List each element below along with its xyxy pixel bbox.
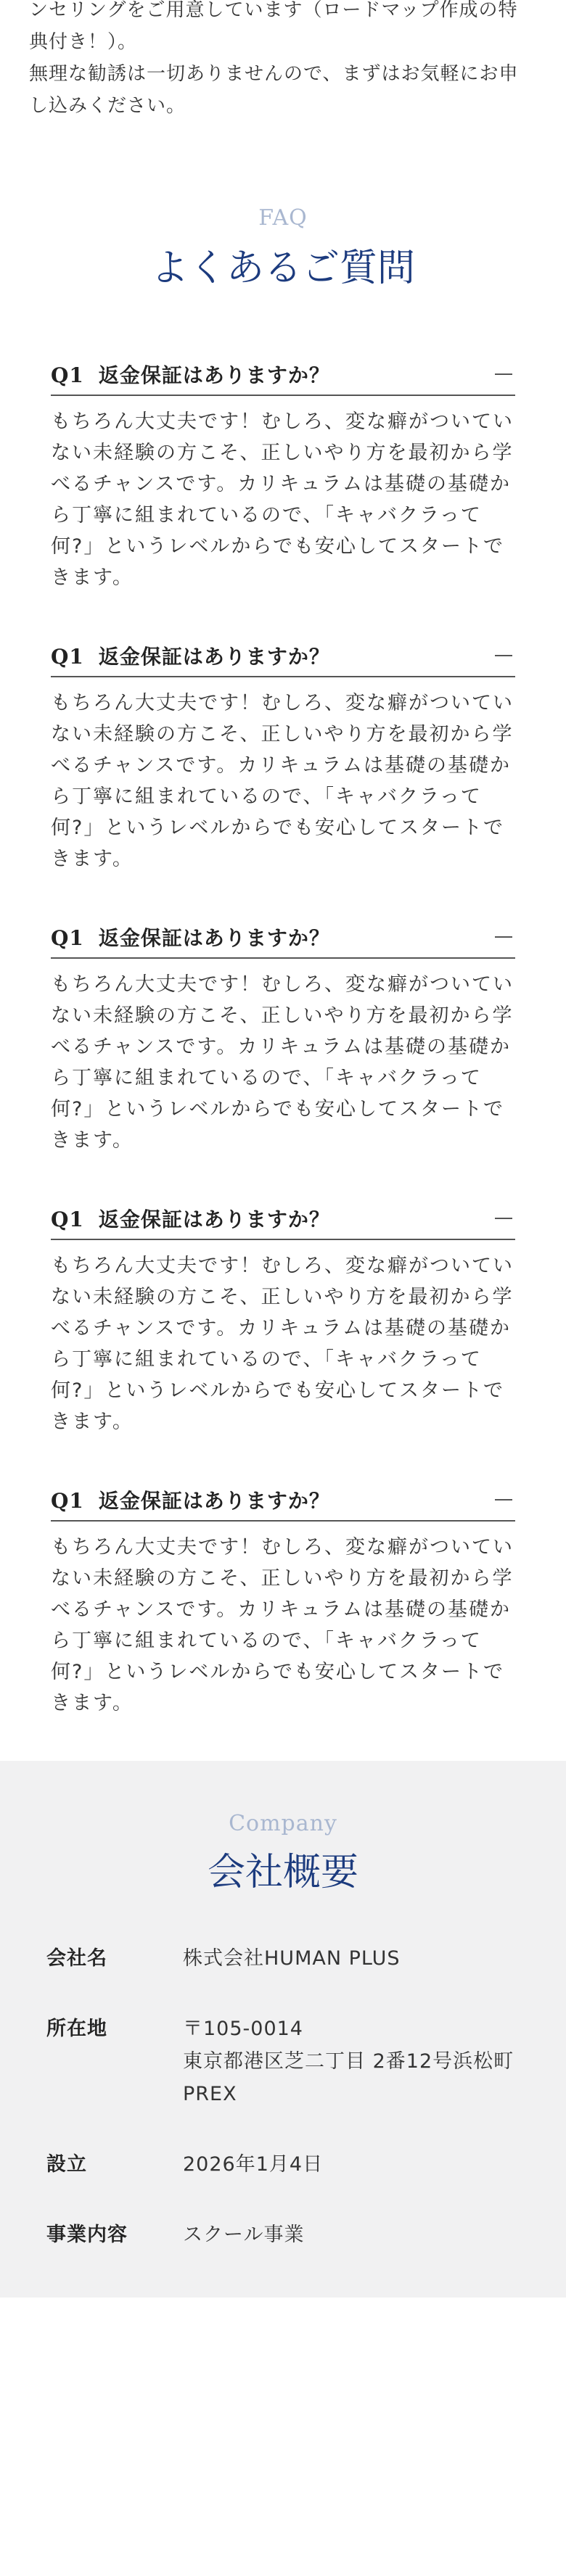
faq-question-toggle[interactable] [51,917,515,959]
faq-section [0,122,566,1719]
company-row-label: 設立 [46,2153,87,2176]
faq-item [51,354,515,593]
intro-text-2: 無理な勧誘は一切ありませんので、まずはお気軽にお申し込みください。 [29,63,519,117]
faq-answer: もちろん大丈夫です！むしろ、変な癖がついていない未経験の方こそ、正しいやり方を最初から学べるチャンスです。カリキュラムは基礎の基礎から丁寧に組まれているので、「キャバクラって何?」というレベルからでも安心してスタートできます。 [51,1536,514,1714]
minus-icon[interactable] [495,1218,512,1219]
faq-title: よくあるご質問 [150,247,415,290]
company-row-value [183,2148,537,2218]
faq-item [51,917,515,1156]
faq-item [51,1198,515,1437]
faq-question-toggle[interactable] [51,1198,515,1240]
faq-answer: もちろん大丈夫です！むしろ、変な癖がついていない未経験の方こそ、正しいやり方を最初から学べるチャンスです。カリキュラムは基礎の基礎から丁寧に組まれているので、「キャバクラって何?」というレベルからでも安心してスタートできます。 [51,1255,514,1433]
company-row-label: 会社名 [46,1947,107,1970]
intro-section [0,0,566,122]
faq-list [51,354,515,1719]
faq-question-number: Q1 [51,363,84,387]
company-row-value [183,2218,537,2251]
faq-question-text: 返金保証はありますか？ [98,1208,330,1231]
company-row-business [46,2218,537,2251]
company-value-line: スクール事業 [183,2224,305,2246]
company-row-value [183,2012,537,2148]
company-row-label: 事業内容 [46,2224,128,2246]
faq-question-text: 返金保証はありますか？ [98,363,330,387]
faq-question-number: Q1 [51,1208,84,1231]
faq-question [51,641,330,670]
minus-icon[interactable] [495,1499,512,1500]
faq-answer: もちろん大丈夫です！むしろ、変な癖がついていない未経験の方こそ、正しいやり方を最初から学べるチャンスです。カリキュラムは基礎の基礎から丁寧に組まれているので、「キャバクラって何?」というレベルからでも安心してスタートできます。 [51,410,514,589]
faq-question-text: 返金保証はありますか？ [98,926,330,950]
faq-question-number: Q1 [51,1489,84,1513]
company-value-line: 株式会社HUMAN PLUS [183,1947,401,1970]
minus-icon[interactable] [495,373,512,375]
company-title: 会社概要 [207,1851,358,1894]
faq-question-toggle[interactable] [51,1479,515,1522]
minus-icon[interactable] [495,655,512,656]
faq-question-text: 返金保証はありますか？ [98,645,330,669]
faq-question [51,1204,330,1233]
company-row-name [46,1942,537,2012]
company-value-line: 〒105-0014 [183,2018,303,2040]
company-info-table [46,1942,537,2251]
faq-question-toggle[interactable] [51,354,515,396]
faq-item [51,1479,515,1719]
faq-answer: もちろん大丈夫です！むしろ、変な癖がついていない未経験の方こそ、正しいやり方を最初から学べるチャンスです。カリキュラムは基礎の基礎から丁寧に組まれているので、「キャバクラって何?」というレベルからでも安心してスタートできます。 [51,692,514,870]
faq-question [51,1485,330,1514]
faq-question-text: 返金保証はありますか？ [98,1489,330,1513]
faq-answer: もちろん大丈夫です！むしろ、変な癖がついていない未経験の方こそ、正しいやり方を最初から学べるチャンスです。カリキュラムは基礎の基礎から丁寧に組まれているので、「キャバクラって何?」というレベルからでも安心してスタートできます。 [51,973,514,1152]
company-row-value [183,1942,537,2012]
faq-question [51,360,330,389]
faq-question [51,922,330,951]
faq-question-toggle[interactable] [51,635,515,677]
faq-item [51,635,515,875]
faq-question-number: Q1 [51,645,84,669]
faq-eyebrow: FAQ [258,205,308,231]
company-value-line: 2026年1月4日 [183,2153,324,2176]
company-row-label: 所在地 [46,2018,107,2040]
company-eyebrow: Company [229,1811,337,1836]
intro-text-1: ンセリングをご用意しています（ロードマップ作成の特典付き！）。 [29,0,518,53]
minus-icon[interactable] [495,936,512,938]
faq-question-number: Q1 [51,926,84,950]
company-value-line: 東京都港区芝二丁目 2番12号浜松町PREX [183,2050,514,2105]
company-section [0,1761,566,2298]
company-row-established [46,2148,537,2218]
company-row-address [46,2012,537,2148]
